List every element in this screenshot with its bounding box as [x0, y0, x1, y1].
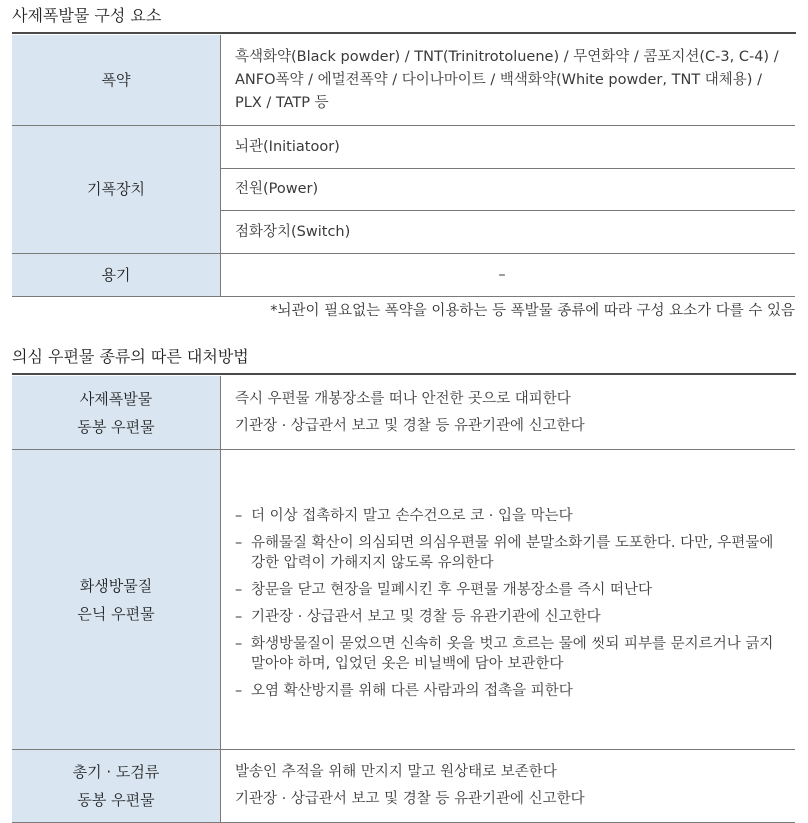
weapon-mail-actions [221, 750, 796, 823]
section-title-components: 사제폭발물 구성 요소 [12, 6, 162, 25]
header-line: 총기 · 도검류 [72, 763, 160, 781]
action-line: 발송인 추적을 위해 만지지 말고 원상태로 보존한다 [235, 764, 557, 780]
section-title-response: 의심 우편물 종류의 따른 대처방법 [12, 347, 249, 366]
header-line: 은닉 우편물 [77, 604, 155, 623]
list-item: – 더 이상 접촉하지 말고 손수건으로 코 · 입을 막는다 [235, 506, 783, 526]
container-value: – [221, 254, 796, 297]
list-item: – 오염 확산방지를 위해 다른 사람과의 접촉을 피한다 [235, 681, 783, 701]
explosive-mail-actions [221, 376, 796, 450]
table-row [12, 450, 795, 750]
detonator-item: 뇌관(Initiatoor) [221, 126, 796, 169]
chemical-mail-actions [221, 450, 796, 750]
list-item: – 유해물질 확산이 의심되면 의심우편물 위에 분말소화기를 도포한다. 다만, 우편물에 강한 압력이 가해지지 않도록 유의한다 [235, 533, 783, 573]
header-line: 사제폭발물 [79, 389, 153, 408]
table-row [12, 126, 795, 169]
switch-item: 점화장치(Switch) [221, 211, 796, 254]
power-item: 전원(Power) [221, 169, 796, 211]
footnote: *뇌관이 필요없는 폭약을 이용하는 등 폭발물 종류에 따라 구성 요소가 다를 수 있음 [270, 303, 795, 319]
list-item: – 기관장 · 상급관서 보고 및 경찰 등 유관기관에 신고한다 [235, 607, 783, 627]
explosive-list: 흑색화약(Black powder) / TNT(Trinitrotoluene) / 무연화약 / 콤포지션(C-3, C-4) / ANFO폭약 / 에멀젼폭약 / 다이나마이트 / 백색화약(White powder, TNT 대체용) / PLX / TATP 등 [221, 35, 796, 126]
response-table [12, 376, 795, 823]
action-list [235, 506, 783, 701]
action-line: 기관장 · 상급관서 보고 및 경찰 등 유관기관에 신고한다 [235, 791, 585, 807]
list-item: – 창문을 닫고 현장을 밀폐시킨 후 우편물 개봉장소를 즉시 떠난다 [235, 580, 783, 600]
table-row [12, 750, 795, 823]
row-header-detonator: 기폭장치 [12, 126, 221, 254]
row-header-container: 용기 [12, 254, 221, 297]
row-header-weapon-mail [12, 750, 221, 823]
action-line: 즉시 우편물 개봉장소를 떠나 안전한 곳으로 대피한다 [235, 390, 571, 407]
table-row [12, 254, 795, 297]
header-line: 화생방물질 [79, 576, 153, 595]
list-item: – 화생방물질이 묻었으면 신속히 옷을 벗고 흐르는 물에 씻되 피부를 문지르거나 긁지 말아야 하며, 입었던 옷은 비닐백에 담아 보관한다 [235, 634, 783, 674]
header-line: 동봉 우편물 [77, 791, 155, 809]
action-line: 기관장 · 상급관서 보고 및 경찰 등 유관기관에 신고한다 [235, 417, 585, 434]
header-line: 동봉 우편물 [77, 417, 155, 436]
table-row [12, 35, 795, 126]
row-header-chemical-mail [12, 450, 221, 750]
table-row [12, 376, 795, 450]
row-header-explosive-mail [12, 376, 221, 450]
row-header-explosive: 폭약 [12, 35, 221, 126]
components-table [12, 35, 795, 297]
